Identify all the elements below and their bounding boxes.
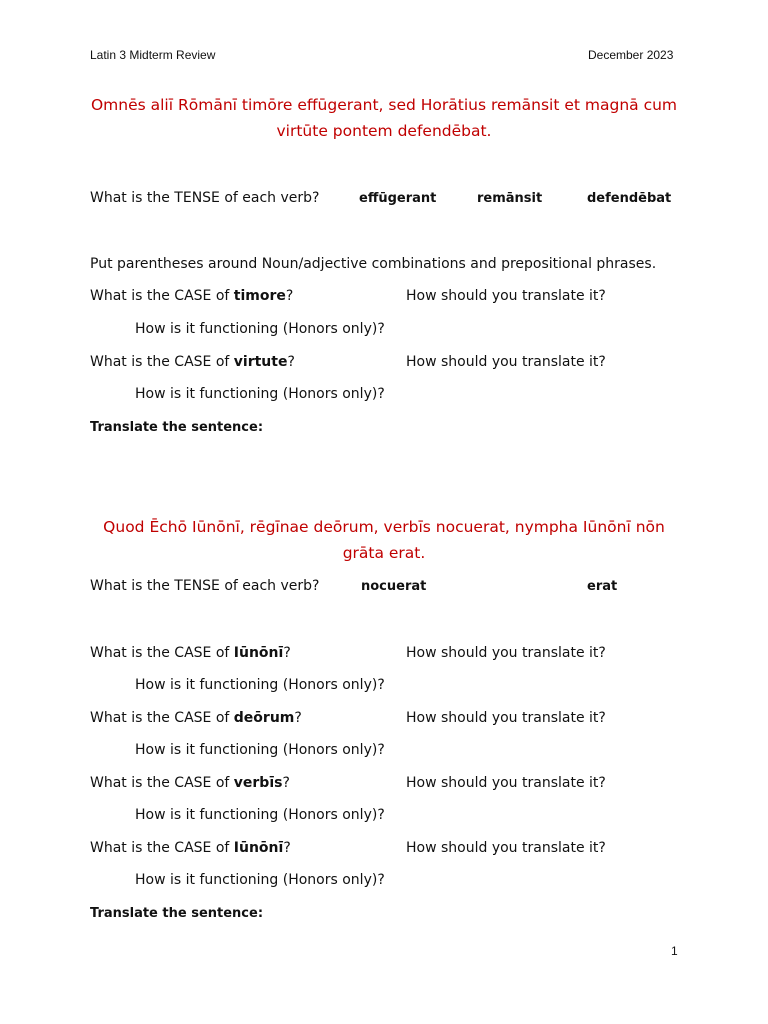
header-right: December 2023 (588, 48, 674, 62)
case-word: virtute (233, 354, 288, 370)
case-question (90, 354, 295, 370)
verb-2-1: nocuerat (361, 579, 427, 594)
latin-sentence-1: Omnēs aliī Rōmānī timōre effūgerant, sed Horātius remānsit et magnā cum virtūte pontem defendēbat. (90, 96, 678, 140)
latin-sentence-2: Quod Ēchō Iūnōnī, rēgīnae deōrum, verbīs nocuerat, nympha Iūnōnī nōn grāta erat. (103, 518, 665, 562)
case-word: Iūnōnī (233, 840, 284, 856)
function-question: How is it functioning (Honors only)? (135, 321, 385, 337)
tense-prompt-1: What is the TENSE of each verb? (90, 190, 320, 206)
case-prefix: What is the CASE of (90, 354, 234, 370)
translate-question: How should you translate it? (406, 354, 606, 370)
case-suffix: ? (287, 354, 295, 370)
translate-question: How should you translate it? (406, 288, 606, 304)
case-suffix: ? (283, 645, 291, 661)
case-prefix: What is the CASE of (90, 840, 234, 856)
function-question: How is it functioning (Honors only)? (135, 742, 385, 758)
case-word: timore (233, 288, 286, 304)
case-prefix: What is the CASE of (90, 775, 234, 791)
translate-question: How should you translate it? (406, 840, 606, 856)
case-question (90, 775, 290, 791)
case-word: Iūnōnī (233, 645, 284, 661)
case-word: deōrum (233, 710, 295, 726)
tense-prompt-2: What is the TENSE of each verb? (90, 578, 320, 594)
case-prefix: What is the CASE of (90, 288, 234, 304)
function-question: How is it functioning (Honors only)? (135, 807, 385, 823)
case-question (90, 645, 291, 661)
case-prefix: What is the CASE of (90, 710, 234, 726)
translate-question: How should you translate it? (406, 775, 606, 791)
header-left: Latin 3 Midterm Review (90, 48, 216, 62)
case-suffix: ? (294, 710, 302, 726)
translate-question: How should you translate it? (406, 710, 606, 726)
case-prefix: What is the CASE of (90, 645, 234, 661)
case-question (90, 288, 293, 304)
case-question (90, 710, 302, 726)
verb-2-2: erat (587, 579, 618, 594)
verb-1-3: defendēbat (587, 191, 672, 206)
function-question: How is it functioning (Honors only)? (135, 386, 385, 402)
translate-question: How should you translate it? (406, 645, 606, 661)
case-suffix: ? (285, 288, 294, 304)
case-suffix: ? (282, 775, 290, 791)
verb-1-2: remānsit (477, 191, 543, 206)
translate-label-2: Translate the sentence: (90, 906, 264, 921)
instruction-1: Put parentheses around Noun/adjective combinations and prepositional phrases. (90, 256, 657, 272)
page-number: 1 (671, 944, 678, 958)
translate-label-1: Translate the sentence: (90, 420, 264, 435)
case-word: verbīs (233, 775, 283, 791)
function-question: How is it functioning (Honors only)? (135, 677, 385, 693)
case-suffix: ? (283, 840, 291, 856)
function-question: How is it functioning (Honors only)? (135, 872, 385, 888)
verb-1-1: effūgerant (359, 191, 437, 206)
case-question (90, 840, 291, 856)
